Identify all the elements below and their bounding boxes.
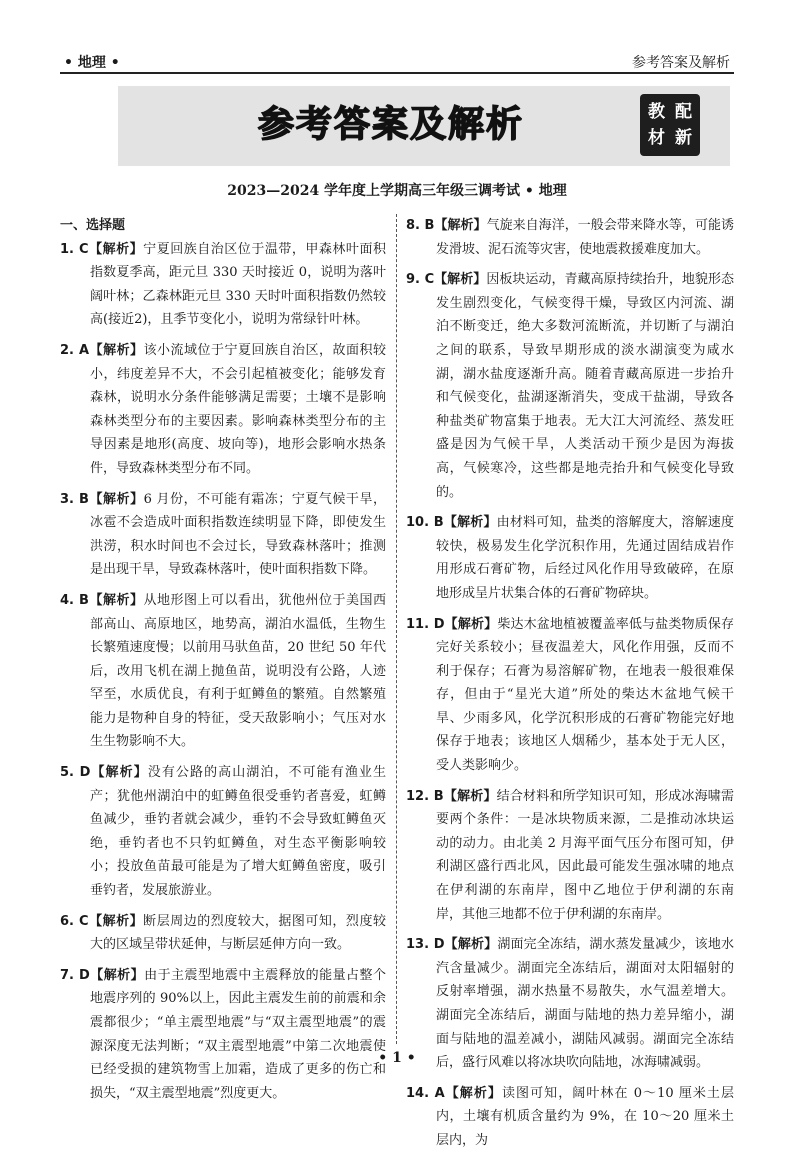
- answer-letter: A: [79, 342, 90, 358]
- answer-item: [60, 488, 386, 582]
- answer-key: [406, 272, 486, 287]
- right-column: [406, 214, 734, 1160]
- answer-text: 湖面完全冻结，湖水蒸发量减少，该地水汽含量减少。湖面完全冻结后，湖面对太阳辐射的反射率增强，湖水热量不易散失，水气温差增大。湖面完全冻结后，湖面与陆地的热力差异缩小，湖面与陆地的温差减小，湖陆风减弱。湖面完全冻结后，盛行风难以将冰块吹向陆地，冰海啸减弱。: [436, 937, 734, 1071]
- analysis-tag: 【解析】: [434, 218, 487, 233]
- subject-label: • 地理 •: [64, 55, 120, 71]
- answer-item: [60, 339, 386, 481]
- answer-text: 由于主震型地震中主震释放的能量占整个地震序列的 90%以上，因此主震发生前的前震和余震都很少；“单主震型地震”与“双主震型地震”的震源深度无法判断；“双主震型地震”中第二次地震使已经受损的建筑物雪上加霜，造成了更多的伤亡和损失，“双主震型地震”烈度更大。: [90, 967, 386, 1101]
- analysis-tag: 【解析】: [443, 515, 497, 531]
- answer-text: 读图可知，阔叶林在 0～10 厘米土层内，土壤有机质含量约为 9%，在 10～20 厘米土层内，为: [436, 1085, 734, 1148]
- answer-number: 3.: [60, 491, 74, 507]
- analysis-tag: 【解析】: [444, 1085, 502, 1101]
- answer-text: 该小流域位于宁夏回族自治区，故面积较小，纬度差异不大，不会引起植被变化；能够发育森林，说明水分条件能够满足需要；土壤不是影响森林类型分布的主要因素。影响森林类型分布的主导因素是地形(高度、坡向等)，地形会影响水热条件，导致森林类型分布不同。: [90, 342, 386, 476]
- answer-key: [60, 968, 144, 983]
- answer-text: 柴达木盆地植被覆盖率低与盐类物质保存完好关系较小；昼夜温差大，风化作用强，反而不利于保存；石膏为易溶解矿物，在地表一般很难保存，但由于“星光大道”所处的柴达木盆地气候干旱、少雨多风，化学沉积形成的石膏矿物能完好地保存于地表；该地区人烟稀少，基本处于无人区，受人类影响少。: [436, 616, 734, 774]
- answer-number: 11.: [406, 616, 430, 632]
- answer-key: [60, 593, 143, 608]
- answer-text: 宁夏回族自治区位于温带，甲森林叶面积指数夏季高，距元旦 330 天时接近 0，说明为落叶阔叶林；乙森林距元旦 330 天时叶面积指数仍然较高(接近2)，且季节变化小，说明为常绿针叶林。: [90, 241, 386, 328]
- title-banner: [118, 86, 730, 166]
- answer-letter: B: [79, 491, 89, 507]
- answer-item: [60, 964, 386, 1106]
- answer-text: 断层周边的烈度较大，据图可知，烈度较大的区域呈带状延伸，与断层延伸方向一致。: [90, 913, 386, 953]
- analysis-tag: 【解析】: [444, 616, 498, 632]
- answer-key: [406, 789, 497, 804]
- answer-item: [406, 511, 734, 605]
- answer-number: 8.: [406, 218, 420, 233]
- answer-number: 2.: [60, 342, 74, 358]
- answer-key: [406, 617, 497, 632]
- answer-text: 由材料可知，盐类的溶解度大，溶解速度较快，极易发生化学沉积作用，先通过固结成岩作用形成石膏矿物，后经过风化作用导致破碎，在原地形成呈片状集合体的石膏矿物碎块。: [436, 515, 734, 601]
- answer-text: 没有公路的高山湖泊，不可能有渔业生产；犹他州湖泊中的虹鳟鱼很受垂钓者喜爱，虹鳟鱼减少，垂钓者就会减少，垂钓不会导致虹鳟鱼灭绝，垂钓者也不只钓虹鳟鱼，对生态平衡影响较小；投放鱼苗最可能是为了增大虹鳟鱼密度，吸引垂钓者，发展旅游业。: [90, 765, 386, 899]
- analysis-tag: 【解析】: [88, 491, 144, 507]
- answer-number: 12.: [406, 788, 430, 804]
- answer-number: 1.: [60, 241, 74, 257]
- answer-key: [60, 765, 148, 780]
- answer-key: [60, 242, 143, 257]
- answer-letter: C: [424, 272, 435, 288]
- analysis-tag: 【解析】: [88, 592, 144, 608]
- answer-item: [60, 238, 386, 332]
- answer-item: [60, 589, 386, 754]
- logo-char: 配: [675, 102, 692, 122]
- banner-title: 参考答案及解析: [258, 104, 525, 145]
- logo-char: 新: [675, 128, 692, 148]
- answer-item: [60, 910, 386, 957]
- section-heading: 一、选择题: [60, 218, 126, 233]
- answer-item: [406, 785, 734, 927]
- section-label: 参考答案及解析: [632, 55, 730, 71]
- answer-number: 5.: [60, 765, 74, 781]
- answer-key: [406, 515, 497, 530]
- answer-number: 10.: [406, 515, 430, 531]
- answer-key: [406, 218, 487, 233]
- analysis-tag: 【解析】: [88, 241, 144, 257]
- answer-number: 4.: [60, 592, 74, 608]
- exam-subtitle: 2023—2024 学年度上学期高三年级三调考试 • 地理: [227, 183, 567, 199]
- answer-key: [406, 1086, 502, 1101]
- answer-item: [406, 613, 734, 778]
- analysis-tag: 【解析】: [443, 788, 497, 804]
- answer-letter: B: [79, 592, 89, 608]
- answer-number: 9.: [406, 272, 420, 288]
- answer-item: [406, 268, 734, 504]
- column-divider: [396, 214, 397, 1044]
- answer-key: [406, 937, 497, 952]
- answer-item: [60, 761, 386, 903]
- logo-char: 教: [648, 102, 665, 122]
- answer-number: 6.: [60, 913, 74, 929]
- answer-number: 13.: [406, 937, 430, 953]
- answer-key: [60, 914, 143, 929]
- answer-number: 7.: [60, 967, 74, 983]
- answer-letter: D: [79, 765, 91, 781]
- answer-text: 结合材料和所学知识可知，形成冰海啸需要两个条件：一是冰块物质来源，二是推动冰块运动的动力。由北美 2 月海平面气压分布图可知，伊利湖区盛行西北风，因此最可能发生强冰啸的地点在伊利湖的东南岸，图中乙地位于伊利湖的东南岸，其他三地都不位于伊利湖的东南岸。: [436, 788, 734, 922]
- answer-text: 因板块运动，青藏高原持续抬升，地貌形态发生剧烈变化，气候变得干燥，导致区内河流、湖泊不断变迁，绝大多数河流断流，并切断了与湖泊之间的联系，导致早期形成的淡水湖演变为咸水湖，湖水盐度逐渐升高。随着青藏高原进一步抬升和气候变化，盐湖逐渐消失，变成干盐湖，导致各种盐类矿物富集于地表。无大江大河流经、蒸发旺盛是因为气候干旱，人类活动干预少是因为海拔高，气候寒冷，这些都是地壳抬升和气候变化导致的。: [436, 272, 734, 500]
- analysis-tag: 【解析】: [88, 913, 144, 929]
- answer-letter: D: [433, 616, 445, 632]
- analysis-tag: 【解析】: [89, 342, 144, 358]
- answer-letter: D: [433, 937, 445, 953]
- logo-char: 材: [648, 128, 665, 148]
- answer-text: 气旋来自海洋，一般会带来降水等，可能诱发滑坡、泥石流等灾害，使地震救援难度加大。: [436, 218, 734, 257]
- analysis-tag: 【解析】: [90, 765, 148, 781]
- page-number: • 1 •: [378, 1050, 416, 1066]
- answer-text: 从地形图上可以看出，犹他州位于美国西部高山、高原地区，地势高，湖泊水温低，生物生长繁殖速度慢；以前用马驮鱼苗，20 世纪 50 年代后，改用飞机在湖上抛鱼苗，说明没有公路，人迹罕至，水质优良，有利于虹鳟鱼的繁殖。自然繁殖能力是物种自身的特征，受天敌影响小；气压对水生生物影响不大。: [90, 592, 386, 750]
- answer-letter: A: [434, 1085, 445, 1101]
- left-column: [60, 214, 386, 1112]
- answer-number: 14.: [406, 1085, 430, 1101]
- answer-letter: D: [78, 967, 90, 983]
- answer-key: [60, 492, 144, 507]
- answer-text: 6 月份，不可能有霜冻；宁夏气候干旱，冰雹不会造成叶面积指数连续明显下降，即使发生洪涝，积水时间也不会过长，导致森林落叶；推测是出现干旱，导致森林落叶，使叶面积指数下降。: [90, 491, 386, 578]
- analysis-tag: 【解析】: [89, 967, 145, 983]
- answer-item: [406, 214, 734, 261]
- answer-key: [60, 343, 144, 358]
- jiaocai-xin-logo: [640, 94, 700, 156]
- answer-letter: B: [433, 515, 444, 531]
- answer-letter: C: [79, 913, 89, 929]
- analysis-tag: 【解析】: [434, 272, 487, 288]
- answer-item: [406, 1082, 734, 1153]
- analysis-tag: 【解析】: [444, 937, 498, 953]
- answer-letter: C: [79, 241, 89, 257]
- answer-letter: B: [424, 218, 435, 233]
- page-header: [60, 44, 734, 74]
- answer-letter: B: [433, 788, 444, 804]
